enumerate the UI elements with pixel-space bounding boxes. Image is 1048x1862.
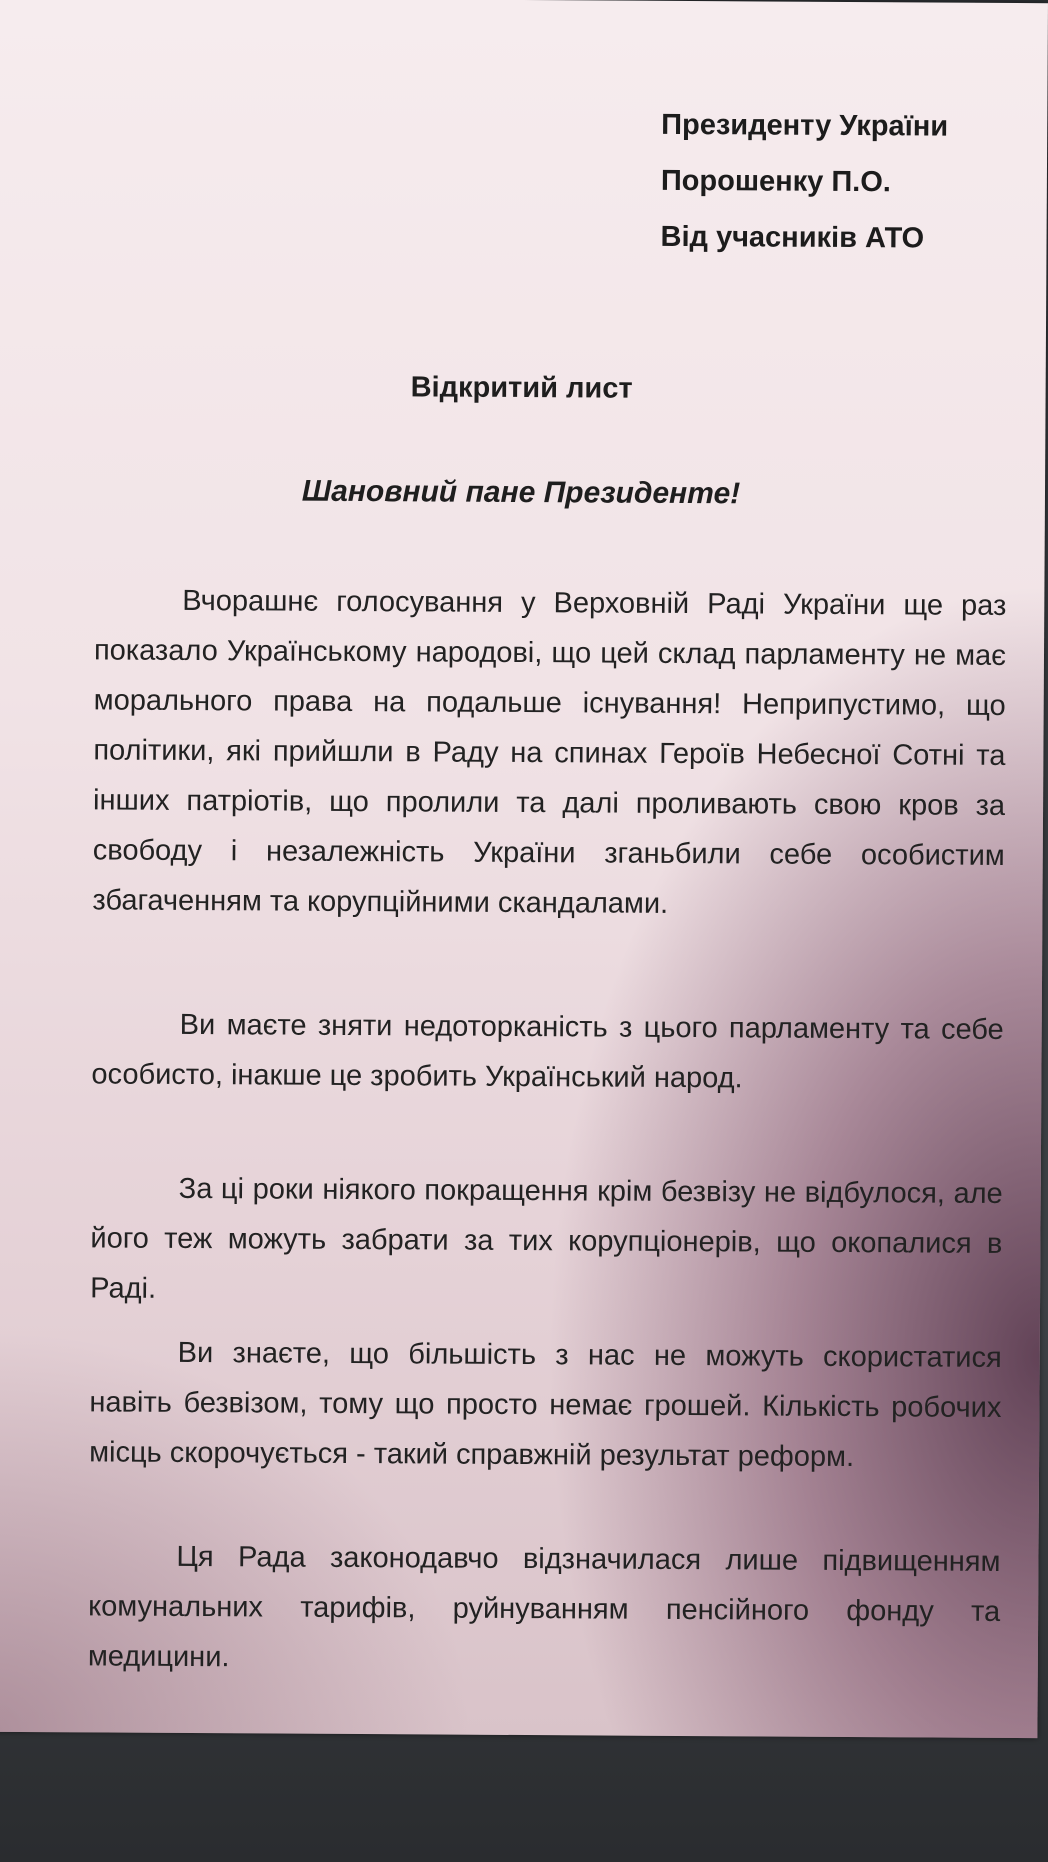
salutation: Шановний пане Президенте! — [301, 474, 741, 511]
paragraph-3: За ці роки ніякого покращення крім безвізу не відбулося, але його теж можуть забрати за тих корупціонерів, що окопалися в Раді. — [90, 1172, 1003, 1305]
addressee-line-2: Порошенку П.О. — [660, 164, 892, 199]
paragraph-2: Ви маєте зняти недоторканість з цього парламенту та себе особисто, інакше це зробить Український народ. — [91, 1008, 1004, 1095]
addressee-line-3: Від учасників АТО — [660, 220, 925, 255]
paragraph-4: Ви знаєте, що більшість з нас не можуть скористатися навіть безвізом, тому що просто немає грошей. Кількість робочих місць скорочується - такий справжній результат реформ. — [89, 1336, 1002, 1474]
addressee-block — [660, 97, 948, 267]
paragraph-1: Вчорашнє голосування у Верховній Раді України ще раз показало Українському народові, що цей склад парламенту не має морального права на подальше існування! Неприпустимо, що політики, які прийшли в Раду на спинах Героїв Небесної Сотні та інших патріотів, що пролили та далі проливають свою кров за свободу і незалежність України зганьбили себе особистим збагаченням та корупційними скандалами. — [92, 584, 1007, 920]
paragraph-5: Ця Рада законодавчо відзначилася лише підвищенням комунальних тарифів, руйнуванням пенсійного фонду та медицини. — [87, 1540, 1001, 1674]
letter-title: Відкритий лист — [410, 371, 633, 405]
addressee-line-1: Президенту України — [661, 108, 949, 143]
